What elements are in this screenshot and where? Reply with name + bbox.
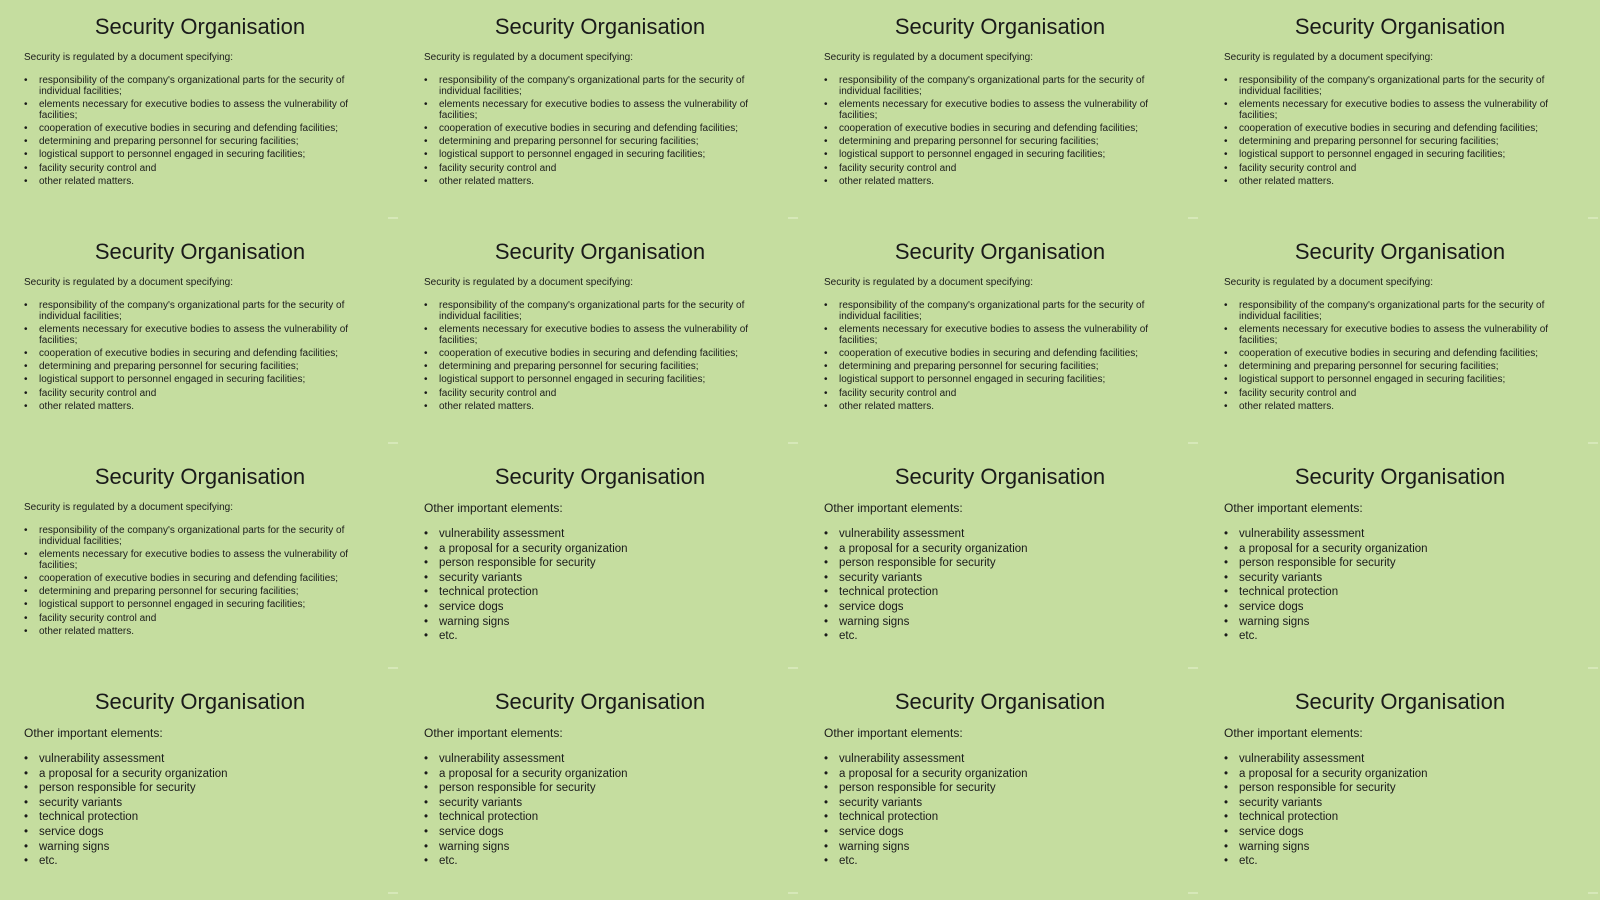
- bullet-item: • logistical support to personnel engaged in securing facilities;: [24, 150, 378, 161]
- bullet-item: • etc.: [424, 854, 778, 869]
- slide-thumbnail[interactable]: [800, 0, 1200, 225]
- bullet-item: • elements necessary for executive bodies to assess the vulnerability of facilities;: [1224, 100, 1578, 122]
- slide-thumbnail[interactable]: [800, 450, 1200, 675]
- slide-corner-mark: [388, 442, 398, 444]
- bullet-item: • other related matters.: [824, 177, 1178, 188]
- bullet-item: • determining and preparing personnel for securing facilities;: [1224, 137, 1578, 148]
- bullet-item: • vulnerability assessment: [1224, 527, 1578, 542]
- bullet-item: • warning signs: [424, 615, 778, 630]
- slide-corner-mark: [1188, 217, 1198, 219]
- bullet-item: • technical protection: [1224, 585, 1578, 600]
- slide-title: Security Organisation: [94, 689, 306, 714]
- slide-title: Security Organisation: [94, 464, 306, 489]
- slide-thumbnail[interactable]: [800, 675, 1200, 900]
- bullet-item: • technical protection: [824, 810, 1178, 825]
- bullet-item: • cooperation of executive bodies in securing and defending facilities;: [24, 574, 378, 585]
- bullet-item: • cooperation of executive bodies in securing and defending facilities;: [1224, 124, 1578, 135]
- bullet-item: • warning signs: [424, 840, 778, 855]
- bullet-item: • elements necessary for executive bodies to assess the vulnerability of facilities;: [824, 325, 1178, 347]
- bullet-list: [1224, 752, 1578, 869]
- bullet-item: • determining and preparing personnel for securing facilities;: [24, 362, 378, 373]
- bullet-item: • responsibility of the company's organizational parts for the security of individual facilities;: [424, 76, 778, 98]
- bullet-item: • responsibility of the company's organizational parts for the security of individual facilities;: [824, 76, 1178, 98]
- slide-thumbnail[interactable]: [0, 675, 400, 900]
- bullet-item: • other related matters.: [424, 402, 778, 413]
- bullet-item: • warning signs: [24, 840, 378, 855]
- bullet-item: • a proposal for a security organization: [424, 542, 778, 557]
- bullet-list: [424, 76, 778, 190]
- bullet-item: • other related matters.: [24, 177, 378, 188]
- bullet-item: • other related matters.: [1224, 177, 1578, 188]
- bullet-item: • logistical support to personnel engaged in securing facilities;: [1224, 375, 1578, 386]
- bullet-list: [424, 527, 778, 644]
- slide-thumbnail[interactable]: [1200, 225, 1600, 450]
- bullet-list: [824, 76, 1178, 190]
- slide-thumbnail[interactable]: [1200, 675, 1600, 900]
- bullet-item: • determining and preparing personnel for securing facilities;: [824, 362, 1178, 373]
- bullet-item: • facility security control and: [824, 164, 1178, 175]
- bullet-item: • technical protection: [824, 585, 1178, 600]
- bullet-item: • logistical support to personnel engaged in securing facilities;: [24, 375, 378, 386]
- bullet-list: [824, 301, 1178, 415]
- slide-title: Security Organisation: [494, 239, 706, 264]
- bullet-item: • responsibility of the company's organizational parts for the security of individual facilities;: [1224, 76, 1578, 98]
- slide-corner-mark: [1588, 892, 1598, 894]
- slide-corner-mark: [1188, 667, 1198, 669]
- slide-thumbnail[interactable]: [1200, 450, 1600, 675]
- bullet-item: • a proposal for a security organization: [424, 767, 778, 782]
- bullet-item: • person responsible for security: [24, 781, 378, 796]
- bullet-item: • cooperation of executive bodies in securing and defending facilities;: [824, 124, 1178, 135]
- bullet-item: • a proposal for a security organization: [824, 542, 1178, 557]
- bullet-item: • facility security control and: [24, 164, 378, 175]
- bullet-item: • elements necessary for executive bodies to assess the vulnerability of facilities;: [824, 100, 1178, 122]
- bullet-list: [24, 301, 378, 415]
- slide-title: Security Organisation: [94, 14, 306, 39]
- bullet-item: • responsibility of the company's organizational parts for the security of individual facilities;: [1224, 301, 1578, 323]
- bullet-list: [24, 76, 378, 190]
- bullet-item: • vulnerability assessment: [424, 527, 778, 542]
- slide-thumbnail[interactable]: [0, 450, 400, 675]
- slide-corner-mark: [388, 667, 398, 669]
- bullet-item: • etc.: [424, 629, 778, 644]
- bullet-item: • warning signs: [1224, 840, 1578, 855]
- bullet-item: • facility security control and: [24, 389, 378, 400]
- slide-corner-mark: [1188, 442, 1198, 444]
- bullet-item: • service dogs: [1224, 825, 1578, 840]
- bullet-item: • logistical support to personnel engaged in securing facilities;: [1224, 150, 1578, 161]
- bullet-item: • facility security control and: [424, 164, 778, 175]
- slide-corner-mark: [1588, 217, 1598, 219]
- bullet-item: • elements necessary for executive bodies to assess the vulnerability of facilities;: [24, 100, 378, 122]
- bullet-item: • service dogs: [1224, 600, 1578, 615]
- slide-intro-text: Security is regulated by a document specifying:: [824, 277, 1033, 288]
- bullet-item: • vulnerability assessment: [824, 527, 1178, 542]
- bullet-item: • facility security control and: [1224, 164, 1578, 175]
- slide-intro-text: Other important elements:: [424, 501, 563, 515]
- bullet-list: [24, 526, 378, 640]
- bullet-item: • security variants: [1224, 796, 1578, 811]
- bullet-item: • responsibility of the company's organizational parts for the security of individual facilities;: [24, 76, 378, 98]
- bullet-item: • cooperation of executive bodies in securing and defending facilities;: [24, 124, 378, 135]
- bullet-item: • person responsible for security: [1224, 781, 1578, 796]
- slide-corner-mark: [788, 667, 798, 669]
- bullet-item: • elements necessary for executive bodies to assess the vulnerability of facilities;: [1224, 325, 1578, 347]
- bullet-item: • technical protection: [1224, 810, 1578, 825]
- bullet-item: • elements necessary for executive bodies to assess the vulnerability of facilities;: [24, 325, 378, 347]
- bullet-item: • other related matters.: [1224, 402, 1578, 413]
- bullet-item: • determining and preparing personnel for securing facilities;: [24, 587, 378, 598]
- slide-intro-text: Other important elements:: [824, 726, 963, 740]
- slide-corner-mark: [788, 217, 798, 219]
- slide-title: Security Organisation: [1294, 464, 1506, 489]
- slide-title: Security Organisation: [1294, 239, 1506, 264]
- bullet-item: • responsibility of the company's organizational parts for the security of individual facilities;: [24, 526, 378, 548]
- bullet-list: [424, 301, 778, 415]
- bullet-item: • technical protection: [424, 585, 778, 600]
- bullet-item: • service dogs: [424, 600, 778, 615]
- bullet-item: • elements necessary for executive bodies to assess the vulnerability of facilities;: [424, 325, 778, 347]
- bullet-item: • vulnerability assessment: [424, 752, 778, 767]
- slide-corner-mark: [1588, 442, 1598, 444]
- bullet-item: • determining and preparing personnel for securing facilities;: [424, 362, 778, 373]
- bullet-item: • facility security control and: [424, 389, 778, 400]
- slide-thumbnail[interactable]: [1200, 0, 1600, 225]
- bullet-item: • etc.: [1224, 854, 1578, 869]
- slide-title: Security Organisation: [494, 14, 706, 39]
- slide-intro-text: Security is regulated by a document specifying:: [824, 52, 1033, 63]
- bullet-item: • person responsible for security: [824, 556, 1178, 571]
- bullet-item: • security variants: [1224, 571, 1578, 586]
- bullet-item: • person responsible for security: [424, 781, 778, 796]
- bullet-item: • elements necessary for executive bodies to assess the vulnerability of facilities;: [24, 550, 378, 572]
- bullet-list: [824, 527, 1178, 644]
- slide-intro-text: Other important elements:: [1224, 501, 1363, 515]
- bullet-list: [1224, 527, 1578, 644]
- slide-intro-text: Security is regulated by a document specifying:: [24, 277, 233, 288]
- bullet-item: • other related matters.: [24, 627, 378, 638]
- bullet-list: [24, 752, 378, 869]
- bullet-item: • a proposal for a security organization: [1224, 767, 1578, 782]
- slide-intro-text: Other important elements:: [424, 726, 563, 740]
- slide-title: Security Organisation: [894, 464, 1106, 489]
- bullet-item: • vulnerability assessment: [24, 752, 378, 767]
- bullet-item: • warning signs: [824, 840, 1178, 855]
- bullet-item: • logistical support to personnel engaged in securing facilities;: [24, 600, 378, 611]
- bullet-item: • determining and preparing personnel for securing facilities;: [424, 137, 778, 148]
- bullet-item: • warning signs: [1224, 615, 1578, 630]
- slide-intro-text: Other important elements:: [1224, 726, 1363, 740]
- bullet-list: [824, 752, 1178, 869]
- bullet-item: • security variants: [424, 571, 778, 586]
- bullet-item: • cooperation of executive bodies in securing and defending facilities;: [424, 124, 778, 135]
- slide-corner-mark: [1588, 667, 1598, 669]
- bullet-item: • person responsible for security: [824, 781, 1178, 796]
- slide-intro-text: Security is regulated by a document specifying:: [1224, 277, 1433, 288]
- bullet-item: • person responsible for security: [424, 556, 778, 571]
- bullet-item: • logistical support to personnel engaged in securing facilities;: [824, 375, 1178, 386]
- slide-intro-text: Security is regulated by a document specifying:: [24, 502, 233, 513]
- slide-title: Security Organisation: [894, 239, 1106, 264]
- slide-corner-mark: [388, 892, 398, 894]
- bullet-item: • technical protection: [24, 810, 378, 825]
- bullet-item: • service dogs: [824, 825, 1178, 840]
- slide-title: Security Organisation: [1294, 14, 1506, 39]
- bullet-item: • security variants: [824, 571, 1178, 586]
- bullet-item: • warning signs: [824, 615, 1178, 630]
- bullet-item: • cooperation of executive bodies in securing and defending facilities;: [24, 349, 378, 360]
- bullet-item: • logistical support to personnel engaged in securing facilities;: [824, 150, 1178, 161]
- slide-title: Security Organisation: [1294, 689, 1506, 714]
- bullet-item: • security variants: [24, 796, 378, 811]
- slide-title: Security Organisation: [494, 689, 706, 714]
- bullet-item: • etc.: [824, 629, 1178, 644]
- slide-title: Security Organisation: [894, 689, 1106, 714]
- bullet-item: • facility security control and: [824, 389, 1178, 400]
- bullet-item: • responsibility of the company's organizational parts for the security of individual facilities;: [424, 301, 778, 323]
- slide-corner-mark: [388, 217, 398, 219]
- bullet-item: • other related matters.: [824, 402, 1178, 413]
- slide-intro-text: Security is regulated by a document specifying:: [424, 52, 633, 63]
- slide-title: Security Organisation: [894, 14, 1106, 39]
- bullet-item: • vulnerability assessment: [824, 752, 1178, 767]
- slide-thumbnail[interactable]: [400, 450, 800, 675]
- slide-intro-text: Other important elements:: [824, 501, 963, 515]
- bullet-item: • service dogs: [24, 825, 378, 840]
- bullet-item: • vulnerability assessment: [1224, 752, 1578, 767]
- bullet-item: • cooperation of executive bodies in securing and defending facilities;: [824, 349, 1178, 360]
- bullet-item: • person responsible for security: [1224, 556, 1578, 571]
- bullet-item: • cooperation of executive bodies in securing and defending facilities;: [424, 349, 778, 360]
- slide-intro-text: Other important elements:: [24, 726, 163, 740]
- bullet-item: • logistical support to personnel engaged in securing facilities;: [424, 375, 778, 386]
- bullet-item: • determining and preparing personnel for securing facilities;: [1224, 362, 1578, 373]
- bullet-item: • facility security control and: [24, 614, 378, 625]
- slide-thumbnail[interactable]: [0, 0, 400, 225]
- slide-thumbnail[interactable]: [400, 675, 800, 900]
- slide-title: Security Organisation: [94, 239, 306, 264]
- bullet-item: • facility security control and: [1224, 389, 1578, 400]
- bullet-item: • other related matters.: [424, 177, 778, 188]
- bullet-item: • cooperation of executive bodies in securing and defending facilities;: [1224, 349, 1578, 360]
- bullet-item: • determining and preparing personnel for securing facilities;: [824, 137, 1178, 148]
- bullet-item: • etc.: [824, 854, 1178, 869]
- bullet-item: • etc.: [1224, 629, 1578, 644]
- bullet-item: • technical protection: [424, 810, 778, 825]
- bullet-item: • determining and preparing personnel for securing facilities;: [24, 137, 378, 148]
- slide-intro-text: Security is regulated by a document specifying:: [24, 52, 233, 63]
- bullet-item: • elements necessary for executive bodies to assess the vulnerability of facilities;: [424, 100, 778, 122]
- bullet-item: • responsibility of the company's organizational parts for the security of individual facilities;: [824, 301, 1178, 323]
- bullet-item: • service dogs: [424, 825, 778, 840]
- slide-intro-text: Security is regulated by a document specifying:: [424, 277, 633, 288]
- slide-title: Security Organisation: [494, 464, 706, 489]
- bullet-list: [1224, 76, 1578, 190]
- slide-corner-mark: [788, 892, 798, 894]
- bullet-item: • a proposal for a security organization: [824, 767, 1178, 782]
- bullet-item: • etc.: [24, 854, 378, 869]
- bullet-item: • responsibility of the company's organizational parts for the security of individual facilities;: [24, 301, 378, 323]
- bullet-item: • other related matters.: [24, 402, 378, 413]
- bullet-item: • a proposal for a security organization: [24, 767, 378, 782]
- bullet-item: • security variants: [424, 796, 778, 811]
- bullet-list: [424, 752, 778, 869]
- slide-intro-text: Security is regulated by a document specifying:: [1224, 52, 1433, 63]
- bullet-list: [1224, 301, 1578, 415]
- slide-corner-mark: [788, 442, 798, 444]
- bullet-item: • a proposal for a security organization: [1224, 542, 1578, 557]
- bullet-item: • logistical support to personnel engaged in securing facilities;: [424, 150, 778, 161]
- slide-thumbnail[interactable]: [800, 225, 1200, 450]
- bullet-item: • security variants: [824, 796, 1178, 811]
- slide-thumbnail[interactable]: [400, 0, 800, 225]
- slide-thumbnail[interactable]: [400, 225, 800, 450]
- slide-thumbnail[interactable]: [0, 225, 400, 450]
- slide-corner-mark: [1188, 892, 1198, 894]
- bullet-item: • service dogs: [824, 600, 1178, 615]
